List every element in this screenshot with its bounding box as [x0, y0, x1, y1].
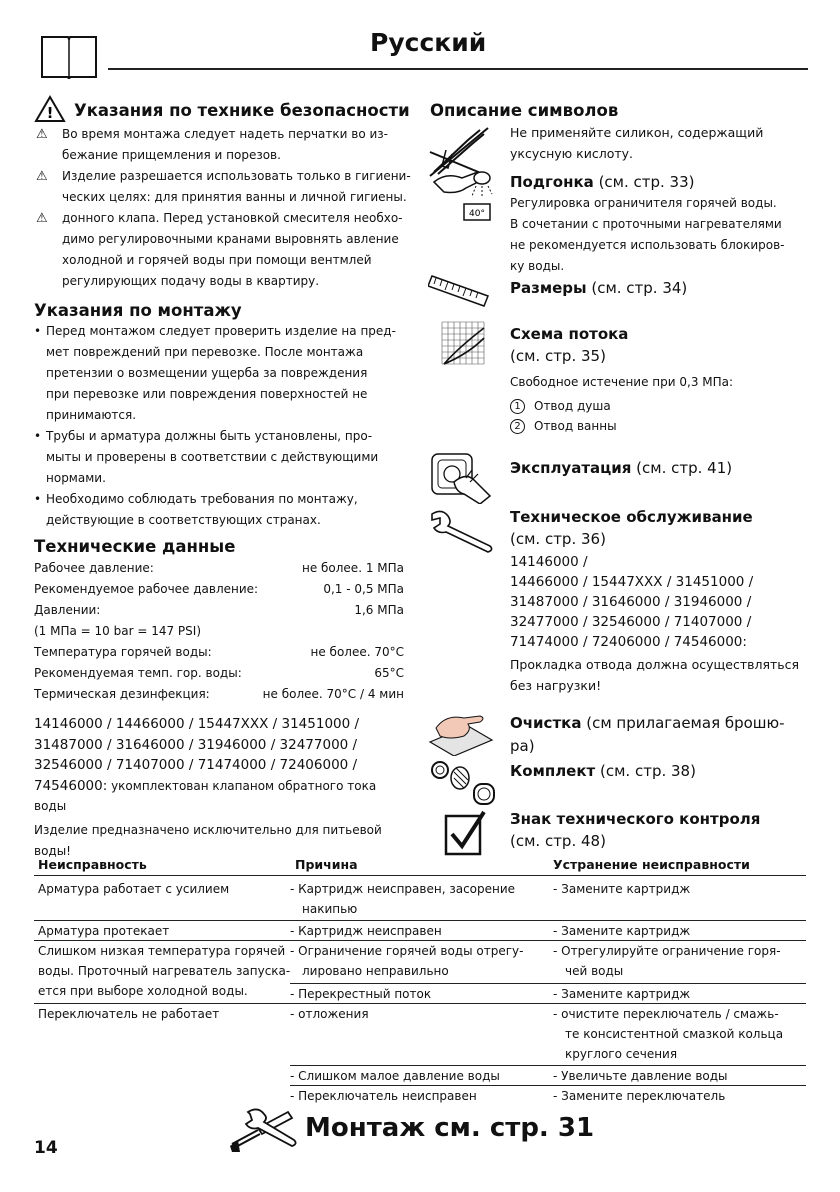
cleaning-ref-cont: ра)	[510, 737, 535, 755]
number-circle: 1	[510, 399, 525, 414]
safety-item: ⚠ Во время монтажа следует надеть перчатки во из- бежание прищемления и порезов.	[34, 124, 414, 166]
cause-4c: - Переключатель неисправен	[290, 1089, 477, 1103]
ruler-icon	[428, 272, 492, 308]
tech-row: Давлении: 1,6 МПа	[34, 603, 404, 617]
flow-text: Свободное истечение при 0,3 МПа:	[510, 375, 734, 389]
cause-2: - Картридж неисправен	[290, 924, 442, 938]
safety-list	[34, 124, 414, 292]
fault-4: Переключатель не работает	[38, 1007, 220, 1021]
fix-4b: - Увеличьте давление воды	[553, 1069, 728, 1083]
kit-parts-icon	[428, 756, 498, 808]
tech-row: (1 МПа = 10 bar = 147 PSI)	[34, 624, 202, 638]
symbols-title: Описание символов	[430, 101, 619, 120]
fix-1: - Замените картридж	[553, 882, 691, 896]
cause-4b: - Слишком малое давление воды	[290, 1069, 500, 1083]
safety-title: Указания по технике безопасности	[74, 101, 410, 120]
cause-4a: - отложения	[290, 1007, 369, 1021]
warning-triangle-icon: ⚠	[36, 169, 48, 184]
mounting-item: • Трубы и арматура должны быть установлены, про- мыты и проверены в соответствии с действующими нормами.	[34, 429, 379, 485]
checkmark-certificate-icon	[444, 810, 486, 856]
fault-2: Арматура протекает	[38, 924, 170, 938]
maintenance-title: Техническое обслуживание	[510, 508, 753, 526]
flow-item-2: 2 Отвод ванны	[510, 416, 617, 437]
flow-chart-icon	[438, 318, 490, 368]
adjust-title: Подгонка (см. стр. 33)	[510, 173, 695, 191]
maintenance-note: Прокладка отвода должна осуществляться без нагрузки!	[510, 657, 800, 693]
warning-triangle-icon	[34, 95, 66, 123]
tech-title: Технические данные	[34, 537, 236, 556]
table-header-rule	[34, 875, 806, 876]
fix-2: - Замените картридж	[553, 924, 691, 938]
maintenance-models: 14146000 / 14466000 / 15447XXX / 31451000 / 31487000 / 31646000 / 31946000 / 32477000 / 32546000 / 71407000 / 71474000 / 72406000 / 74546000:	[510, 554, 754, 650]
silicone-note: Не применяйте силикон, содержащий уксусную кислоту.	[510, 125, 764, 161]
flow-item-1: 1 Отвод душа	[510, 396, 611, 417]
safety-item: ⚠ донного клапа. Перед установкой смесителя необхо- димо регулировочными кранами выровнять авление холодной и горячей воды при помощи вентмлей регулирующих подачу воды в квартиру.	[34, 208, 414, 292]
mounting-list	[30, 321, 420, 531]
wrench-icon	[428, 506, 496, 554]
tools-icon	[228, 1104, 300, 1154]
mounting-title: Указания по монтажу	[34, 301, 242, 320]
fix-3b: - Замените картридж	[553, 987, 691, 1001]
fix-4a: - очистите переключатель / смажь- те консистентной смазкой кольца круглого сечения	[553, 1007, 784, 1061]
flow-ref: (см. стр. 35)	[510, 347, 606, 365]
certificate-ref: (см. стр. 48)	[510, 832, 606, 850]
thermometer-label: 40°	[469, 209, 485, 219]
header-rule	[108, 68, 808, 70]
fix-3a: - Отрегулируйте ограничение горя- чей воды	[553, 944, 781, 978]
tech-row: Термическая дезинфекция: не более. 70°C / 4 мин	[34, 687, 404, 701]
drinking-note: Изделие предназначено исключительно для питьевой воды!	[34, 823, 382, 858]
tech-table	[34, 558, 404, 705]
flow-title: Схема потока	[510, 325, 629, 343]
certificate-title: Знак технического контроля	[510, 810, 761, 828]
tech-row: Рабочее давление: не более. 1 МПа	[34, 561, 404, 575]
page-language-title: Русский	[370, 28, 487, 57]
warning-triangle-icon: ⚠	[36, 211, 48, 226]
svg-text:!: !	[46, 104, 54, 122]
page-number: 14	[34, 1138, 58, 1158]
tech-row: Рекомендуемое рабочее давление: 0,1 - 0,5 МПа	[34, 582, 404, 596]
hand-shower-thermometer-icon	[432, 168, 496, 222]
safety-item: ⚠ Изделие разрешается использовать только в гигиени- ческих целях: для принятия ванны и личной гигиены.	[34, 166, 414, 208]
fault-3: Слишком низкая температура горячей воды. Проточный нагреватель запуска- ется при выборе холодной воды.	[38, 944, 291, 998]
number-circle: 2	[510, 419, 525, 434]
cleaning-title: Очистка (см прилагаемая брошю-	[510, 714, 785, 732]
cause-1: - Картридж неисправен, засорение накипью	[290, 882, 516, 916]
warning-triangle-icon: ⚠	[36, 127, 48, 142]
hand-operation-icon	[430, 452, 492, 504]
operation-title: Эксплуатация (см. стр. 41)	[510, 459, 733, 477]
fix-4c: - Замените переключатель	[553, 1089, 726, 1103]
tech-row: Рекомендуемая темп. гор. воды: 65°C	[34, 666, 404, 680]
mounting-item: • Необходимо соблюдать требования по монтажу, действующие в соответствующих странах.	[34, 492, 358, 527]
col-header-fix: Устранение неисправности	[553, 857, 750, 872]
tech-models: 14146000 / 14466000 / 15447XXX / 31451000 / 31487000 / 31646000 / 31946000 / 32477000 / 32546000 / 71407000 / 71474000 / 72406000 / 74546000: укомплектован клапаном обратного тока воды	[34, 716, 377, 813]
cause-3b: - Перекрестный поток	[290, 987, 432, 1001]
adjust-text: Регулировка ограничителя горячей воды. В сочетании с проточными нагревателями не рекомендуется использовать блокиров- ку воды.	[510, 196, 785, 273]
dims-title: Размеры (см. стр. 34)	[510, 279, 688, 297]
col-header-cause: Причина	[295, 857, 358, 872]
hand-cleaning-icon	[428, 708, 494, 756]
fault-1: Арматура работает с усилием	[38, 882, 230, 896]
book-icon	[40, 33, 98, 79]
cause-3a: - Ограничение горячей воды отрегу- лировано неправильно	[290, 944, 524, 978]
col-header-fault: Неисправность	[38, 857, 147, 872]
kit-title: Комплект (см. стр. 38)	[510, 762, 696, 780]
tech-row: Температура горячей воды: не более. 70°C	[34, 645, 404, 659]
maintenance-ref: (см. стр. 36)	[510, 530, 606, 548]
mounting-item: • Перед монтажом следует проверить изделие на пред- мет повреждений при перевозке. После монтажа претензии о возмещении ущерба за повреждения при перевозке или повреждения поверхностей не принимаются.	[34, 324, 396, 422]
mount-reference: Монтаж см. стр. 31	[305, 1113, 595, 1143]
